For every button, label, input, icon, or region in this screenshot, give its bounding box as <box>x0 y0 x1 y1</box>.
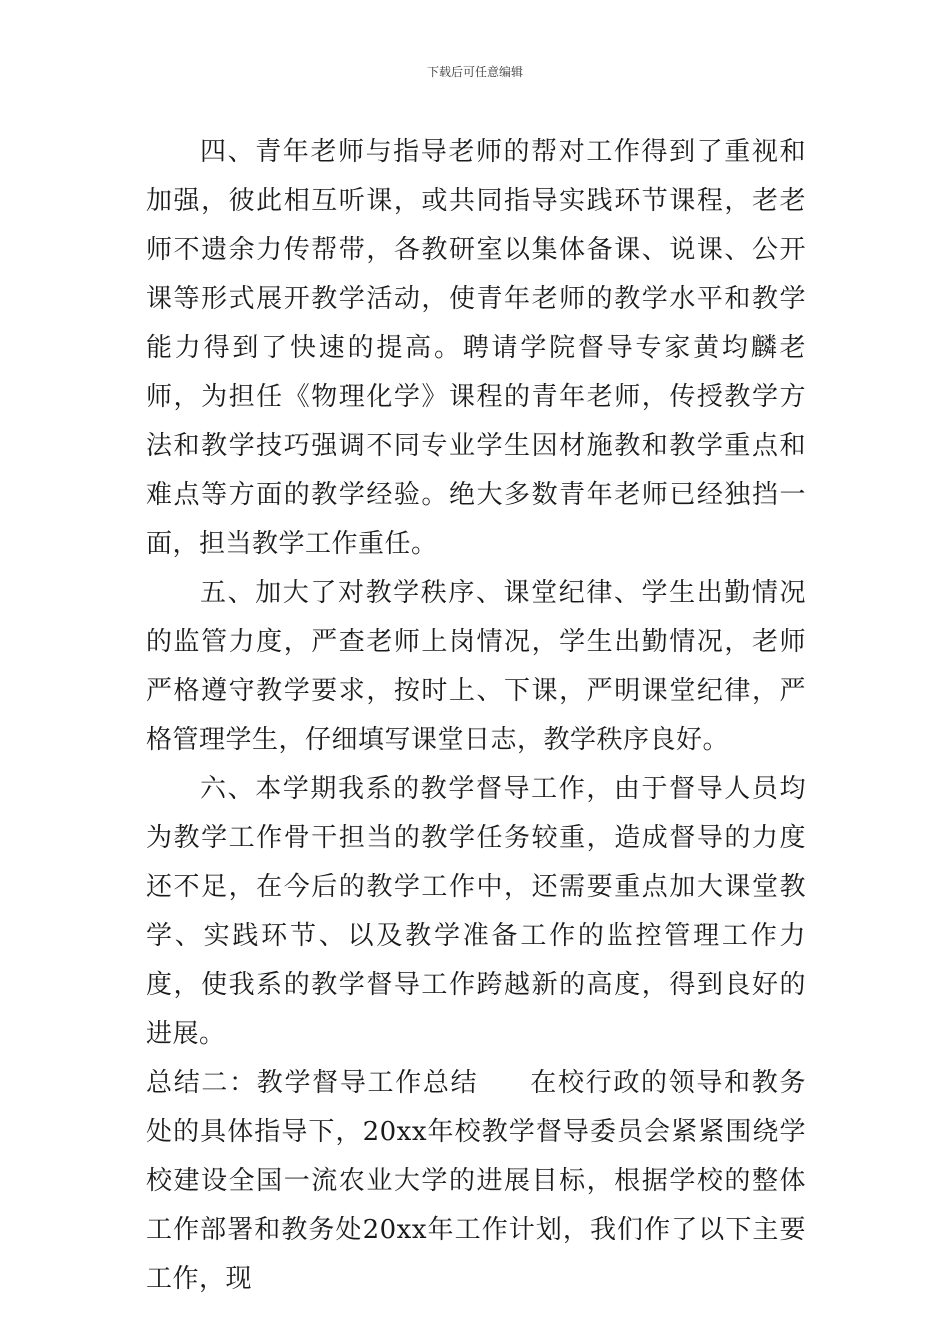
document-body <box>146 128 806 1304</box>
summary-two-heading: 总结二：教学督导工作总结 <box>146 1068 479 1098</box>
summary-two-text: 在校行政的领导和教务处的具体指导下，20xx年校教学督导委员会紧紧围绕学校建设全国一流农业大学的进展目标，根据学校的整体工作部署和教务处20xx年工作计划，我们作了以下主要工作，现 <box>146 1068 806 1294</box>
summary-two-paragraph <box>146 1059 806 1304</box>
page-header: 下载后可任意编辑 <box>426 65 523 79</box>
paragraph-five: 五、加大了对教学秩序、课堂纪律、学生出勤情况的监管力度，严查老师上岗情况，学生出勤情况，老师严格遵守教学要求，按时上、下课，严明课堂纪律，严格管理学生，仔细填写课堂日志，教学秩序良好。 <box>146 578 806 755</box>
paragraph-four: 四、青年老师与指导老师的帮对工作得到了重视和加强，彼此相互听课，或共同指导实践环节课程，老老师不遗余力传帮带，各教研室以集体备课、说课、公开课等形式展开教学活动，使青年老师的教学水平和教学能力得到了快速的提高。聘请学院督导专家黄均麟老师，为担任《物理化学》课程的青年老师，传授教学方法和教学技巧强调不同专业学生因材施教和教学重点和难点等方面的教学经验。绝大多数青年老师已经独挡一面，担当教学工作重任。 <box>146 137 806 559</box>
paragraph-six: 六、本学期我系的教学督导工作，由于督导人员均为教学工作骨干担当的教学任务较重，造成督导的力度还不足，在今后的教学工作中，还需要重点加大课堂教学、实践环节、以及教学准备工作的监控管理工作力度，使我系的教学督导工作跨越新的高度，得到良好的进展。 <box>146 774 806 1049</box>
